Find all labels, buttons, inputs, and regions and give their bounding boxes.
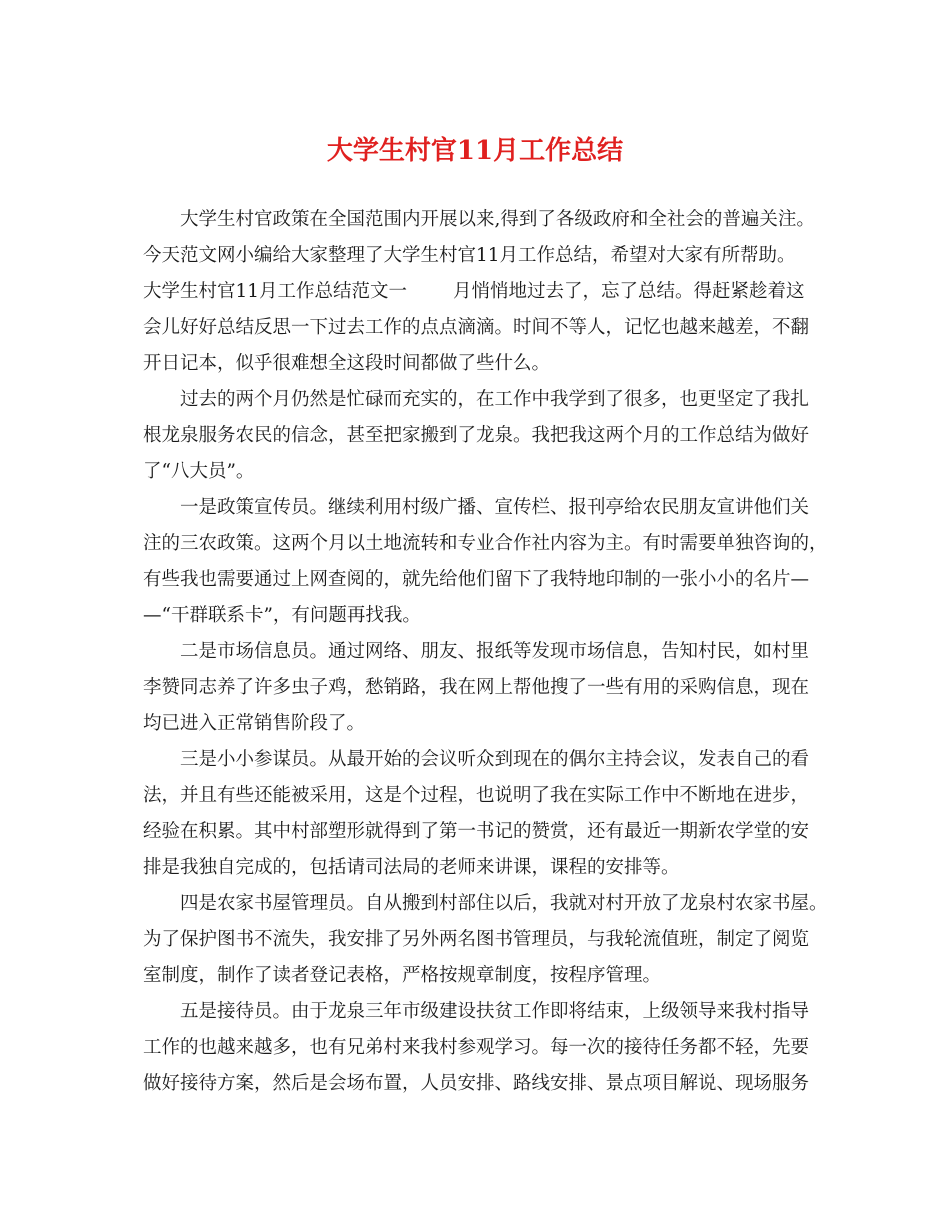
paragraph-line: 根龙泉服务农民的信念，甚至把家搬到了龙泉。我把我这两个月的工作总结为做好	[143, 425, 810, 446]
paragraph-line: —“干群联系卡”，有问题再找我。	[143, 605, 421, 626]
paragraph-line: 工作的也越来越多，也有兄弟村来我村参观学习。每一次的接待任务都不轻，先要	[143, 1037, 810, 1058]
paragraph-line: 注的三农政策。这两个月以土地流转和专业合作社内容为主。有时需要单独咨询的，	[143, 533, 828, 554]
paragraph-line: 四是农家书屋管理员。自从搬到村部住以后，我就对村开放了龙泉村农家书屋。	[180, 893, 828, 914]
document-title: 大学生村官11月工作总结	[326, 136, 624, 166]
paragraph-line: 了“八大员”。	[143, 461, 255, 482]
paragraph-line: 法，并且有些还能被采用，这是个过程，也说明了我在实际工作中不断地在进步，	[143, 785, 810, 806]
paragraph-line: 排是我独自完成的，包括请司法局的老师来讲课，课程的安排等。	[143, 857, 680, 878]
paragraph-line: 为了保护图书不流失，我安排了另外两名图书管理员，与我轮流值班，制定了阅览	[143, 929, 810, 950]
paragraph-line: 今天范文网小编给大家整理了大学生村官11月工作总结，希望对大家有所帮助。	[143, 245, 796, 266]
paragraph-line: 李赞同志养了许多虫子鸡，愁销路，我在网上帮他搜了一些有用的采购信息，现在	[143, 677, 810, 698]
paragraph-line: 室制度，制作了读者登记表格，严格按规章制度，按程序管理。	[143, 965, 662, 986]
paragraph-line: 经验在积累。其中村部塑形就得到了第一书记的赞赏，还有最近一期新农学堂的安	[143, 821, 810, 842]
paragraph-line: 五是接待员。由于龙泉三年市级建设扶贫工作即将结束，上级领导来我村指导	[180, 1001, 810, 1022]
paragraph-line: 均已进入正常销售阶段了。	[143, 713, 366, 734]
sample-heading: 大学生村官11月工作总结范文一	[143, 281, 408, 302]
paragraph-line: 过去的两个月仍然是忙碌而充实的，在工作中我学到了很多，也更坚定了我扎	[180, 389, 810, 410]
paragraph-line: 一是政策宣传员。继续利用村级广播、宣传栏、报刊亭给农民朋友宣讲他们关	[180, 497, 810, 518]
paragraph-line: 会儿好好总结反思一下过去工作的点点滴滴。时间不等人，记忆也越来越差，不翻	[143, 317, 810, 338]
paragraph-line: 大学生村官政策在全国范围内开展以来,得到了各级政府和全社会的普遍关注。	[180, 209, 815, 230]
paragraph-line: 开日记本，似乎很难想全这段时间都做了些什么。	[143, 353, 551, 374]
paragraph-line: 三是小小参谋员。从最开始的会议听众到现在的偶尔主持会议，发表自己的看	[180, 749, 810, 770]
paragraph-line: 做好接待方案，然后是会场布置，人员安排、路线安排、景点项目解说、现场服务	[143, 1073, 810, 1094]
paragraph-line-combined	[143, 280, 805, 304]
paragraph-line: 月悄悄地过去了，忘了总结。得赶紧趁着这	[453, 281, 805, 302]
paragraph-line: 有些我也需要通过上网查阅的，就先给他们留下了我特地印制的一张小小的名片—	[143, 569, 810, 590]
paragraph-line: 二是市场信息员。通过网络、朋友、报纸等发现市场信息，告知村民，如村里	[180, 641, 810, 662]
